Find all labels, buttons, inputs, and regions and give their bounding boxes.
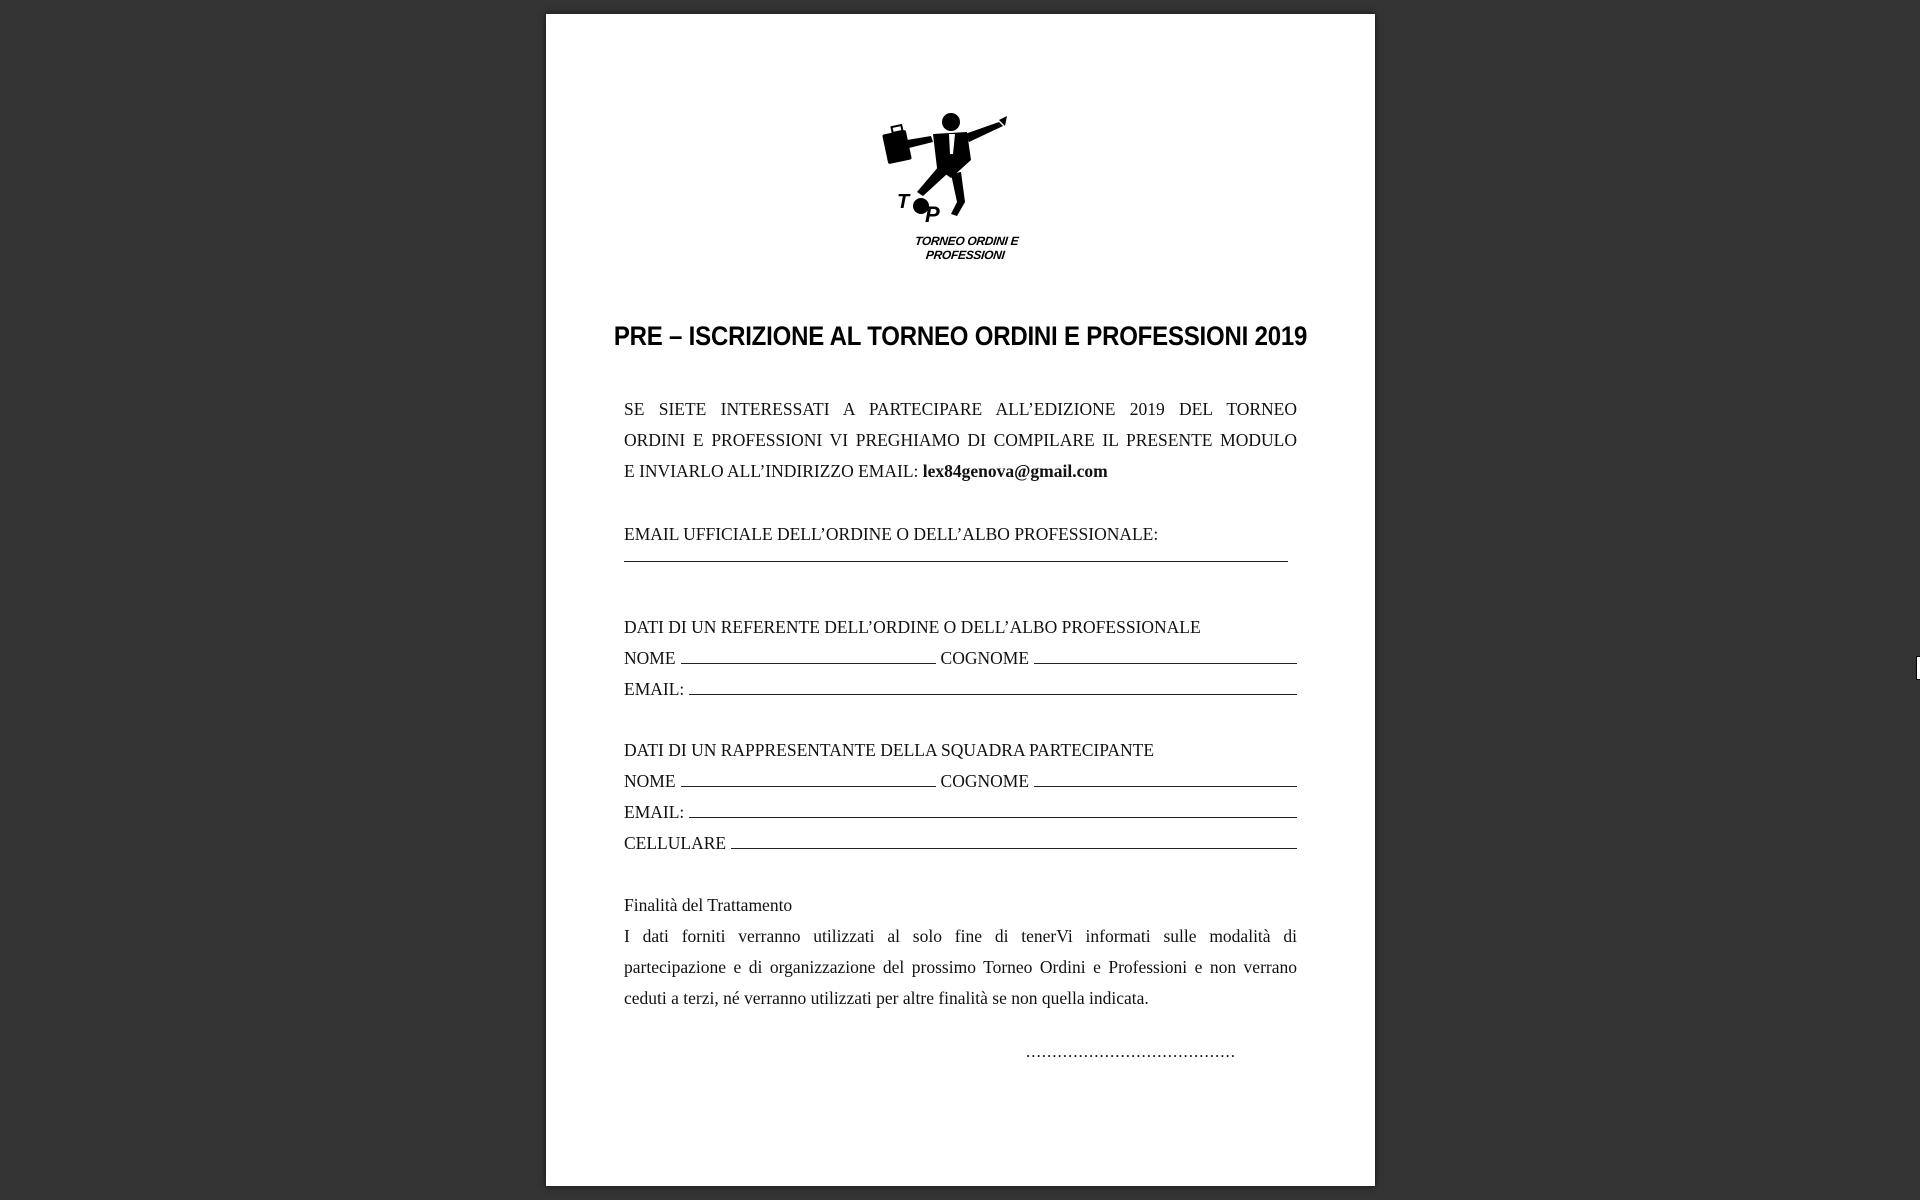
rappresentante-email-field[interactable] [689, 798, 1297, 818]
document-page [546, 14, 1375, 1186]
svg-text:T: T [897, 191, 910, 213]
privacy-line-3: ceduti a terzi, né verranno utilizzati per altre finalità se non quella indicata. [624, 988, 1149, 1008]
businessman-kicking-ball-icon [881, 96, 1041, 236]
rappresentante-email-label: EMAIL: [624, 802, 685, 822]
referente-cognome-label: COGNOME [940, 648, 1030, 668]
privacy-line-1: I dati forniti verranno utilizzati al solo fine di tenerVi informati sulle modalità di [624, 926, 1297, 946]
referente-email-row [624, 674, 1297, 705]
rappresentante-cellulare-field[interactable] [731, 829, 1297, 849]
intro-line-1: SE SIETE INTERESSATI A PARTECIPARE ALL’EDIZIONE 2019 DEL TORNEO [624, 399, 1297, 419]
tournament-logo [881, 96, 1041, 262]
referente-nome-label: NOME [624, 648, 676, 668]
logo-caption: TORNEO ORDINI E PROFESSIONI [914, 234, 1020, 262]
rappresentante-cognome-label: COGNOME [940, 771, 1030, 791]
referente-email-field[interactable] [689, 675, 1297, 695]
privacy-heading: Finalità del Trattamento [624, 895, 793, 915]
official-email-label: EMAIL UFFICIALE DELL’ORDINE O DELL’ALBO PROFESSIONALE: [624, 524, 1159, 544]
rappresentante-nome-label: NOME [624, 771, 676, 791]
official-email-section [624, 519, 1297, 550]
rappresentante-email-row [624, 797, 1297, 828]
referente-nome-field[interactable] [681, 644, 936, 664]
intro-line-3 [624, 456, 1297, 487]
referente-email-label: EMAIL: [624, 679, 685, 699]
referente-cognome-field[interactable] [1034, 644, 1297, 664]
rappresentante-cellulare-label: CELLULARE [624, 833, 727, 853]
intro-line-2: ORDINI E PROFESSIONI VI PREGHIAMO DI COMPILARE IL PRESENTE MODULO [624, 430, 1297, 450]
intro-line-3-text: E INVIARLO ALL’INDIRIZZO EMAIL: [624, 461, 923, 481]
referente-name-row [624, 643, 1297, 674]
rappresentante-cellulare-row [624, 828, 1297, 859]
privacy-section [624, 890, 1297, 1014]
text-cursor-icon [1916, 656, 1920, 680]
referente-heading: DATI DI UN REFERENTE DELL’ORDINE O DELL’ALBO PROFESSIONALE [624, 617, 1201, 637]
rappresentante-section [624, 735, 1297, 859]
official-email-field[interactable] [624, 560, 1288, 562]
signature-line: ........................................ [1026, 1042, 1236, 1061]
rappresentante-cognome-field[interactable] [1034, 767, 1297, 787]
intro-paragraph [624, 394, 1297, 487]
page-title: PRE – ISCRIZIONE AL TORNEO ORDINI E PROFESSIONI 2019 [613, 321, 1308, 352]
rappresentante-nome-field[interactable] [681, 767, 936, 787]
contact-email: lex84genova@gmail.com [922, 461, 1108, 481]
privacy-line-2: partecipazione e di organizzazione del prossimo Torneo Ordini e Professioni e non verrano [624, 957, 1297, 977]
rappresentante-heading: DATI DI UN RAPPRESENTANTE DELLA SQUADRA PARTECIPANTE [624, 740, 1155, 760]
referente-section [624, 612, 1297, 705]
rappresentante-name-row [624, 766, 1297, 797]
svg-text:P: P [925, 202, 940, 227]
